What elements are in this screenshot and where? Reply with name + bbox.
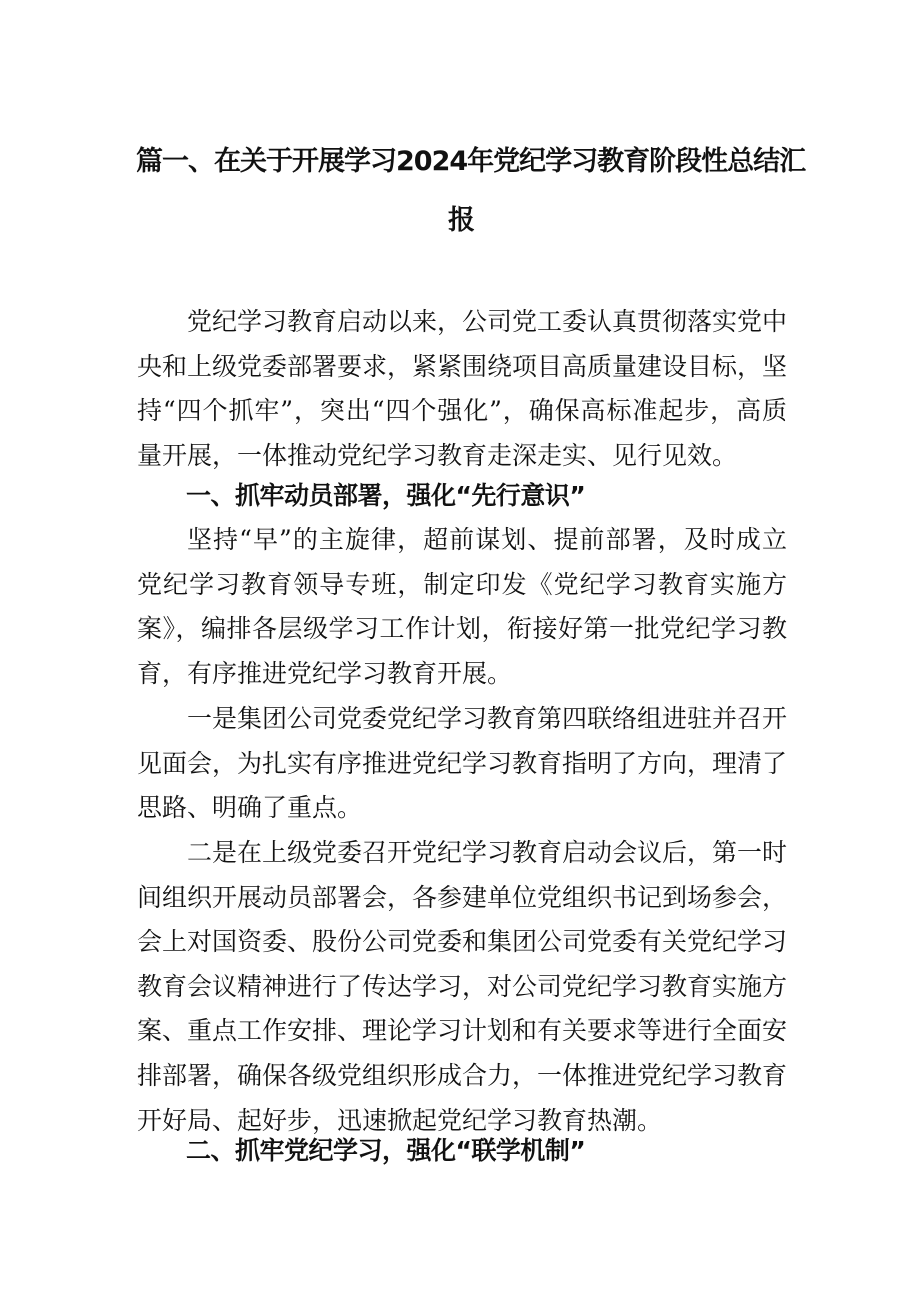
body-paragraph-2: 一是集团公司党委党纪学习教育第四联络组进驻并召开见面会，为扎实有序推进党纪学习教育指明了方向，理清了思路、明确了重点。 (137, 704, 788, 823)
body-paragraph-1: 坚持“早”的主旋律，超前谋划、提前部署，及时成立党纪学习教育领导专班，制定印发《党纪学习教育实施方案》，编排各层级学习工作计划，衔接好第一批党纪学习教育，有序推进党纪学习教育开展。 (137, 525, 787, 688)
document-title-line-2: 报 (448, 205, 474, 236)
body-paragraph-3: 二是在上级党委召开党纪学习教育启动会议后，第一时间组织开展动员部署会，各参建单位党组织书记到场参会，会上对国资委、股份公司党委和集团公司党委有关党纪学习教育会议精神进行了传达学习，对公司党纪学习教育实施方案、重点工作安排、理论学习计划和有关要求等进行全面安排部署，确保各级党组织形成合力，一体推进党纪学习教育开好局、起好步，迅速掀起党纪学习教育热潮。 (137, 838, 788, 1135)
intro-paragraph: 党纪学习教育启动以来，公司党工委认真贯彻落实党中央和上级党委部署要求，紧紧围绕项目高质量建设目标，坚持“四个抓牢”，突出“四个强化”，确保高标准起步，高质量开展，一体推动党纪学习教育走深走实、见行见效。 (137, 307, 788, 470)
section-heading-1: 一、抓牢动员部署，强化“先行意识” (186, 481, 586, 510)
document-title-line-1: 篇一、在关于开展学习2024年党纪学习教育阶段性总结汇 (136, 146, 806, 177)
section-heading-2: 二、抓牢党纪学习，强化“联学机制” (186, 1136, 586, 1165)
